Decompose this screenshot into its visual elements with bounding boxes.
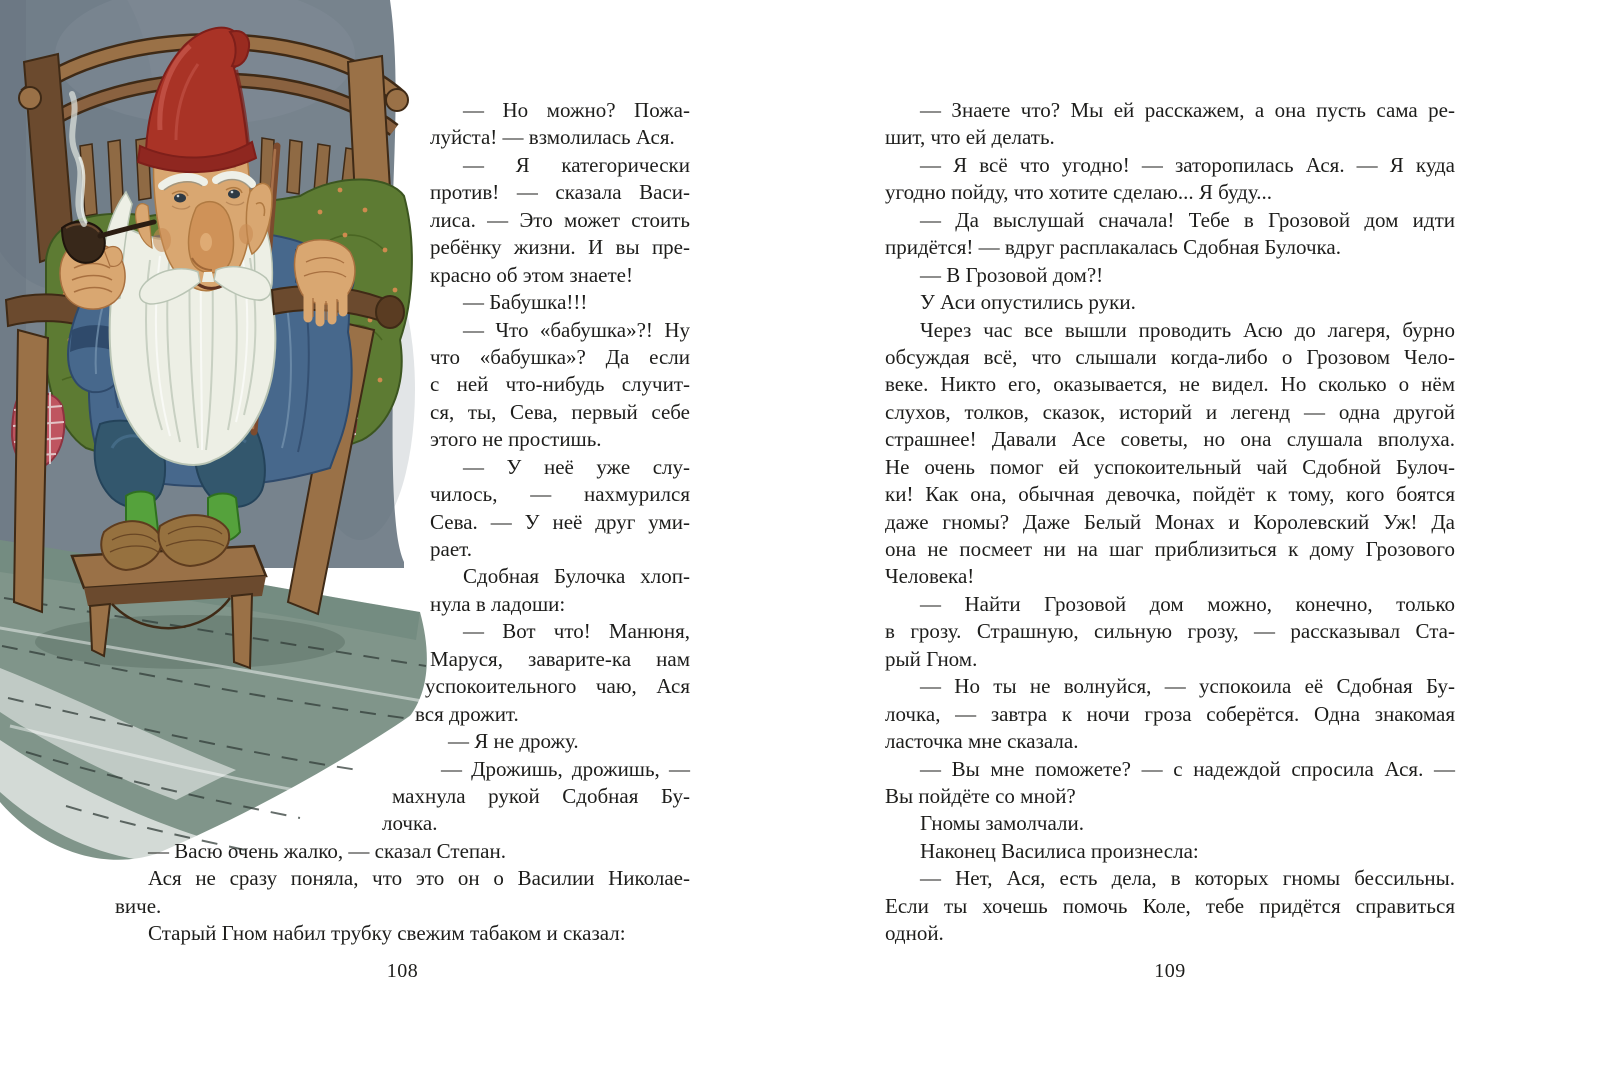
text-line: — Васю очень жалко, — сказал Степан. [148,839,506,863]
text-line: лиса. — Это может стоить [430,207,690,232]
text-line: Вы пойдёте со мной? [885,783,1076,808]
text-line: — Знаете что? Мы ей расскажем, а она пусть сама ре- [920,98,1455,122]
text-line: луйста! — взмолилась Ася. [430,125,675,150]
text-line: веке. Никто его, оказывается, не видел. Но сколько о нём [885,372,1455,397]
text-line: одной. [885,921,944,946]
text-line: она не посмеет ни на шаг приблизиться к дому Грозового [885,537,1455,561]
text-line: угодно пойду, что хотите сделаю... Я буду... [885,180,1272,205]
text-line: — Что «бабушка»?! Ну [463,317,690,342]
text-line: — У неё уже слу- [463,454,690,479]
text-line: — Но можно? Пожа- [463,98,690,122]
text-line: шит, что ей делать. [885,125,1055,150]
text-line: Сева. — У неё друг уми- [430,509,690,534]
text-line: Ася не сразу поняла, что это он о Василии Николае- [148,866,690,891]
text-line: — Дрожишь, дрожишь, — [441,756,690,781]
gnome-illustration [0,0,432,880]
text-line: ласточка мне сказала. [885,729,1079,754]
text-line: — Найти Грозовой дом можно, конечно, только [920,591,1455,616]
text-line: что «бабушка»? Да если [430,344,690,369]
text-line: в грозу. Страшную, сильную грозу, — рассказывал Ста- [885,619,1455,644]
text-line: — Да выслушай сначала! Тебе в Грозовой дом идти [920,207,1455,232]
text-line: даже гномы? Даже Белый Монах и Королевский Уж! Да [885,509,1455,534]
text-line: — Вы мне поможете? — с надеждой спросила Ася. — [920,756,1455,781]
text-line: ребёнку жизни. И вы пре- [430,235,690,260]
page-number-right: 109 [1154,960,1186,982]
text-line: слухов, толков, сказок, историй и легенд — одна другой [885,399,1455,424]
text-line: Через час все вышли проводить Асю до лагеря, бурно [920,317,1455,342]
text-line: красно об этом знаете! [430,262,633,287]
left-page-text-column [382,97,690,838]
text-line: ся, ты, Сева, первый себе [430,399,690,424]
text-line: рый Гном. [885,646,978,671]
text-line: Маруся, заварите-ка нам [430,646,690,671]
text-line: — В Грозовой дом?! [920,262,1104,287]
text-line: Человека! [885,564,975,589]
page-number-left: 108 [386,960,419,982]
text-line: Старый Гном набил трубку свежим табаком и сказал: [148,921,626,946]
gnome-illustration-svg [0,0,432,880]
text-line: страшнее! Давали Асе советы, но она слушала вполуха. [885,427,1455,452]
text-line: — Нет, Ася, есть дела, в которых гномы бессильны. [920,866,1455,891]
left-page-text-full-width [115,838,690,948]
text-line: — Бабушка!!! [463,290,588,315]
text-line: — Я категорически [463,152,690,177]
text-line: этого не простишь. [430,427,602,452]
text-line: Гномы замолчали. [920,811,1084,836]
text-line: махнула рукой Сдобная Бу- [392,783,690,808]
text-line: лочка, — завтра к ночи гроза соберётся. Одна знакомая [885,701,1455,726]
text-line: чилось, — нахмурился [430,482,690,507]
text-line: У Аси опустились руки. [920,290,1136,315]
text-line: Сдобная Булочка хлоп- [463,564,690,589]
text-line: Не очень помог ей успокоительный чай Сдобной Булоч- [885,454,1455,479]
text-line: обсуждая всё, что слышали когда-либо о Грозовом Чело- [885,344,1455,369]
text-line: лочка. [382,811,438,836]
text-line: придётся! — вдруг расплакалась Сдобная Булочка. [885,235,1341,260]
text-line: — Но ты не волнуйся, — успокоила её Сдобная Бу- [920,674,1455,699]
right-page-text [885,97,1455,948]
text-line: с ней что-нибудь случит- [430,372,690,397]
text-line: — Я всё что угодно! — заторопилась Ася. — Я куда [920,152,1455,177]
text-line: нула в ладоши: [430,591,566,616]
text-line: виче. [115,893,162,918]
text-line: Наконец Василиса произнесла: [920,838,1199,863]
text-line: ки! Как она, обычная девочка, пойдёт к тому, кого боятся [885,482,1455,507]
text-line: успокоительного чаю, Ася [425,674,690,699]
text-line: вся дрожит. [415,701,519,726]
text-line: против! — сказала Васи- [430,180,690,205]
text-line: — Вот что! Манюня, [463,619,690,644]
text-line: — Я не дрожу. [448,729,579,754]
text-line: рает. [430,537,472,561]
text-line: Если ты хочешь помочь Коле, тебе придётся справиться [885,893,1455,918]
